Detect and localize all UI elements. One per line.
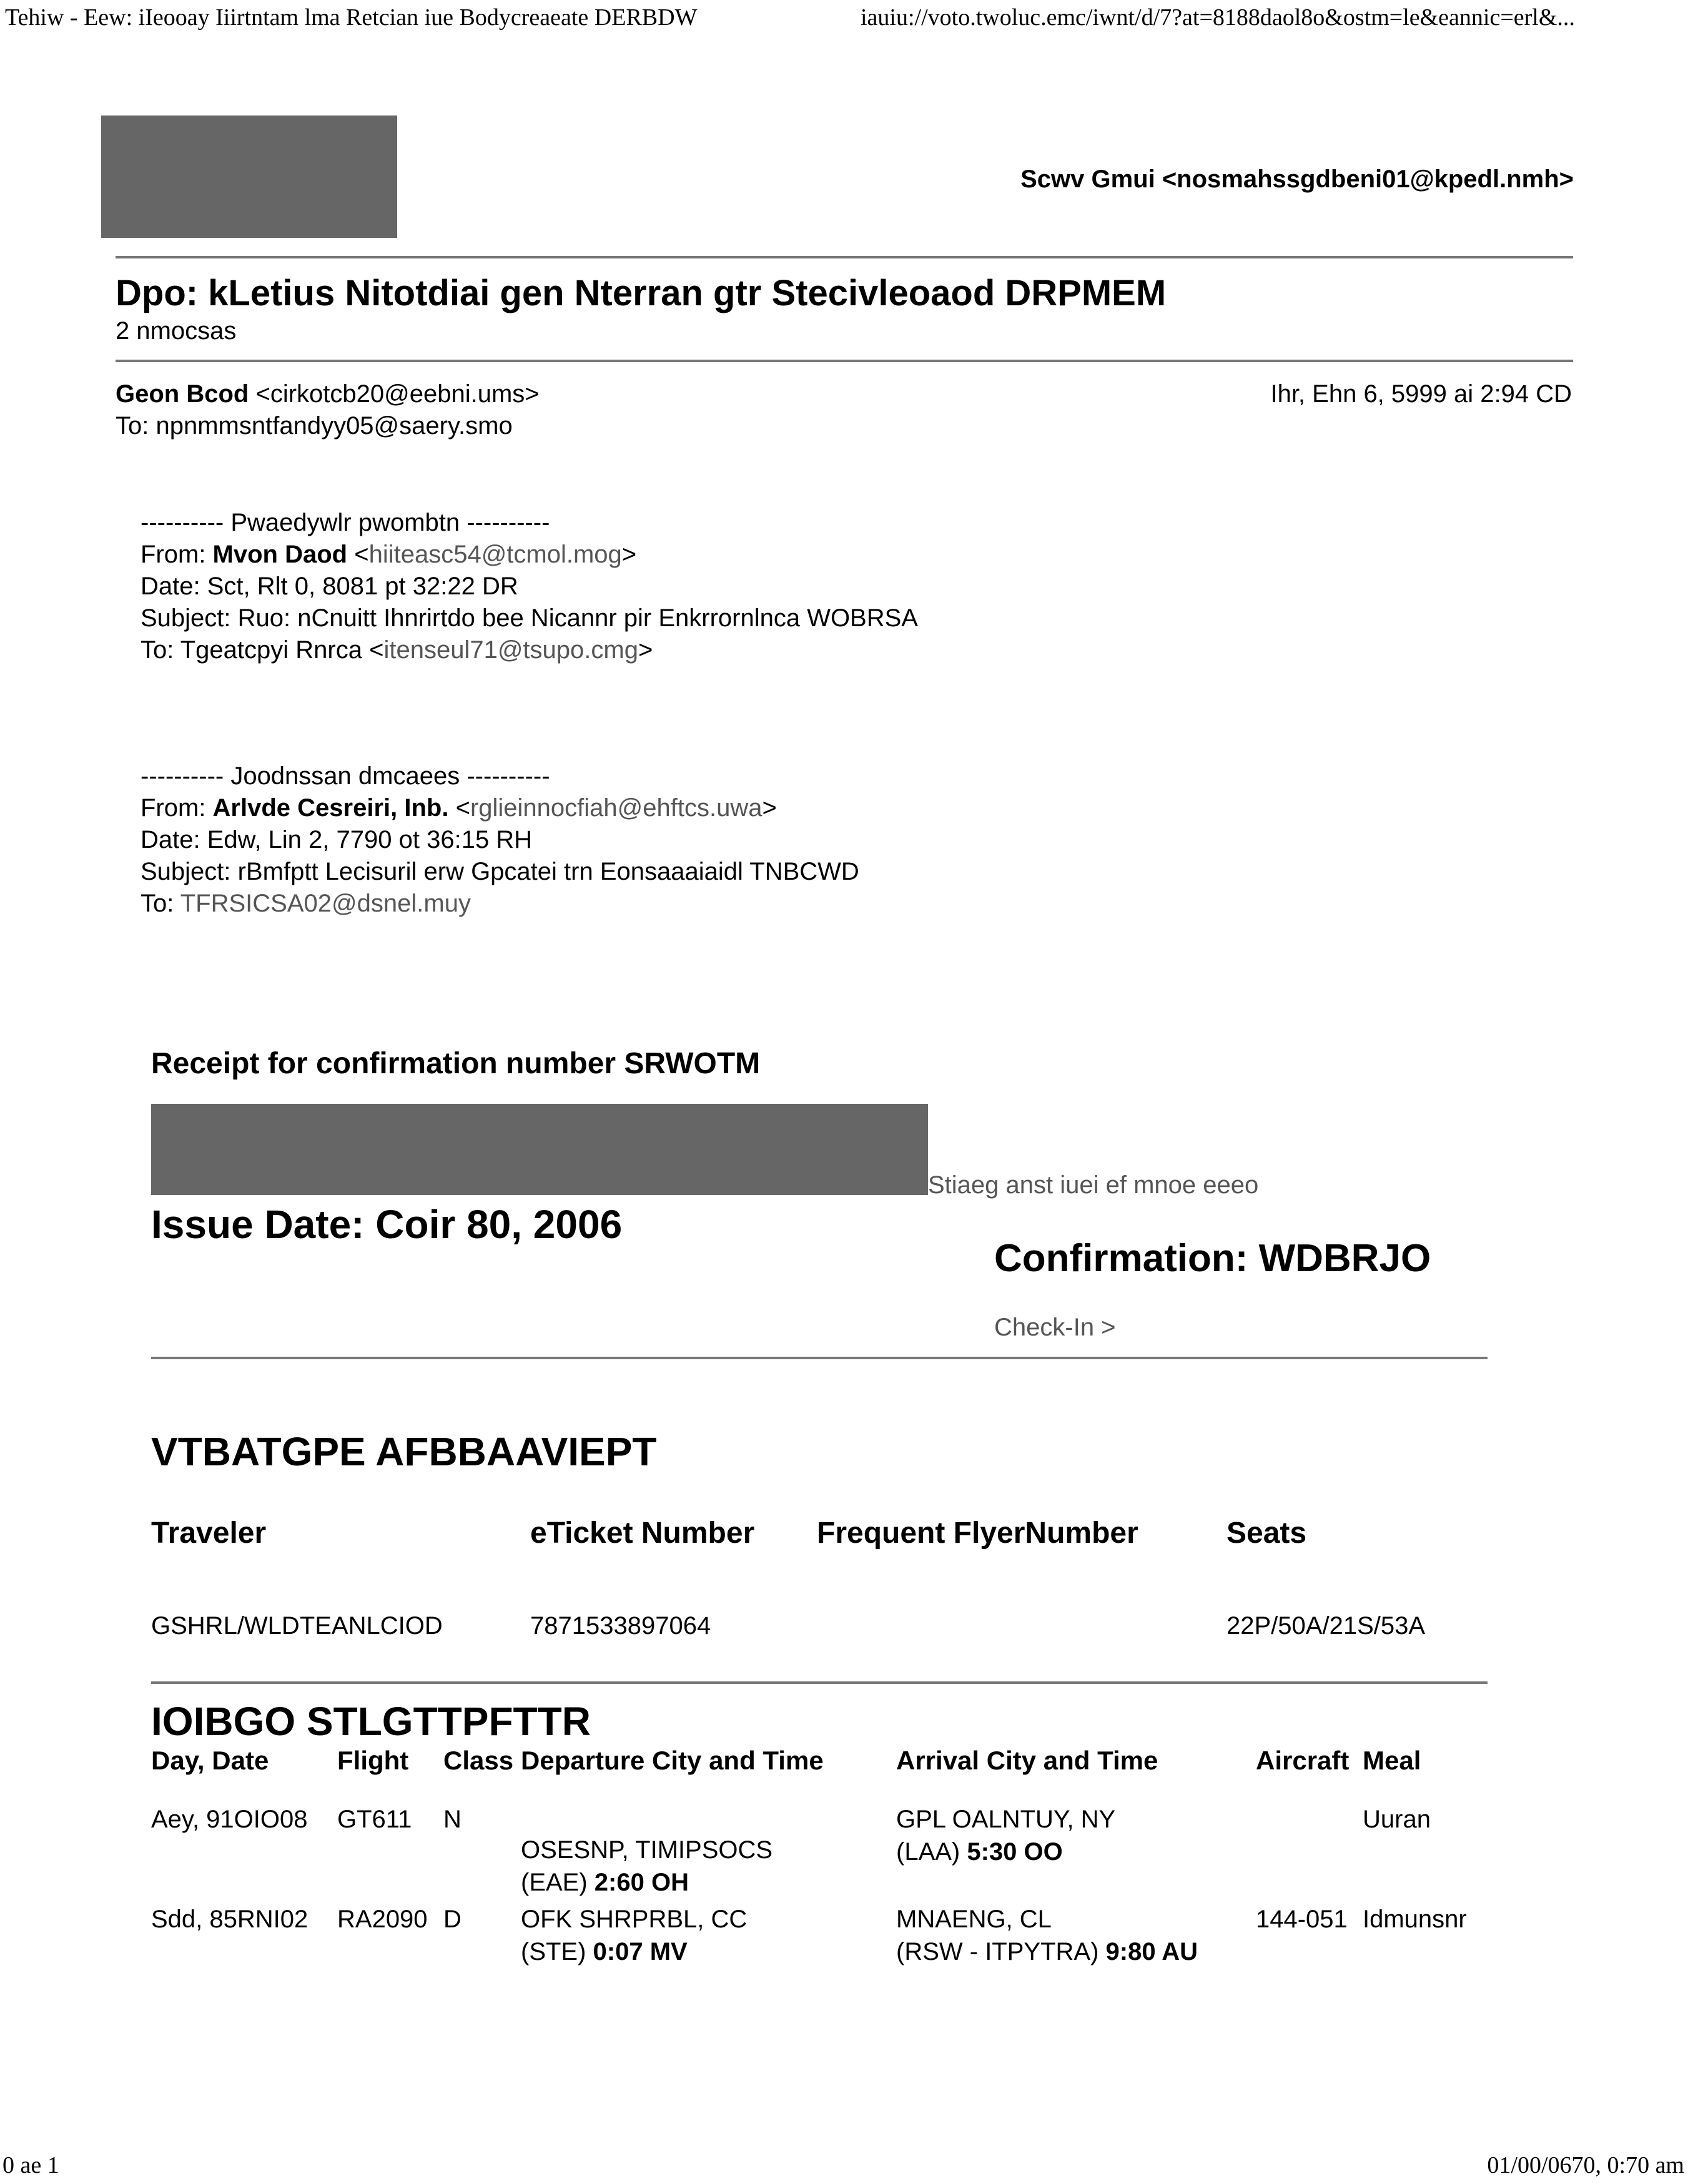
col-frequent-flyer: Frequent FlyerNumber bbox=[817, 1517, 1138, 1550]
flight-2-meal: Idmunsnr bbox=[1363, 1906, 1467, 1933]
col-day-date: Day, Date bbox=[151, 1746, 269, 1775]
flight-2-arrival bbox=[896, 1903, 1198, 1968]
forward-to-email[interactable]: TFRSICSA02@dsnel.muy bbox=[180, 890, 471, 917]
redacted-logo bbox=[101, 116, 397, 238]
forward-to: To: Tgeatcpyi Rnrca <itenseul71@tsupo.cmg> bbox=[141, 636, 653, 664]
checkin-link[interactable]: Check-In > bbox=[994, 1314, 1116, 1341]
col-eticket: eTicket Number bbox=[530, 1517, 755, 1550]
flight-1-departure bbox=[521, 1834, 772, 1899]
forward-separator: ---------- Pwaedywlr pwombtn ---------- bbox=[141, 509, 550, 536]
flight-2-class: D bbox=[443, 1906, 461, 1933]
forward-separator: ---------- Joodnssan dmcaees ---------- bbox=[141, 762, 550, 790]
print-footer-page: 0 ae 1 bbox=[2, 2152, 59, 2178]
subject-divider bbox=[116, 360, 1573, 362]
message-count: 2 nmocsas bbox=[116, 317, 237, 345]
col-class: Class bbox=[443, 1746, 514, 1775]
redacted-airline-logo bbox=[151, 1104, 928, 1195]
forwarded-message-2 bbox=[141, 760, 859, 920]
flight-1-meal: Uuran bbox=[1363, 1806, 1431, 1833]
forward-from: From: Arlvde Cesreiri, Inb. <rglieinnocfiah@ehftcs.uwa> bbox=[141, 794, 777, 822]
col-aircraft: Aircraft bbox=[1256, 1746, 1350, 1775]
arrival-code-time: (LAA) 5:30 OO bbox=[896, 1838, 1063, 1866]
forward-from: From: Mvon Daod <hiiteasc54@tcmol.mog> bbox=[141, 541, 637, 568]
col-seats: Seats bbox=[1227, 1517, 1307, 1550]
logo-alt-text: Stiaeg anst iuei ef mnoe eeeo bbox=[928, 1171, 1259, 1199]
forward-from-email[interactable]: rglieinnocfiah@ehftcs.uwa bbox=[470, 794, 763, 822]
departure-code-time: (EAE) 2:60 OH bbox=[521, 1869, 689, 1896]
flight-1-arrival bbox=[896, 1803, 1115, 1868]
arrival-code-time: (RSW - ITPYTRA) 9:80 AU bbox=[896, 1938, 1198, 1965]
forward-subject: Subject: Ruo: nCnuitt Ihnrirtdo bee Nicannr pir Enkrrornlnca WOBRSA bbox=[141, 604, 918, 632]
forwarded-message-1 bbox=[141, 507, 918, 666]
flight-2-number: RA2090 bbox=[337, 1906, 428, 1933]
eticket-number: 7871533897064 bbox=[530, 1612, 711, 1640]
departure-code-time: (STE) 0:07 MV bbox=[521, 1938, 688, 1965]
flight-2-day-date: Sdd, 85RNI02 bbox=[151, 1906, 308, 1933]
itinerary-section-title: IOIBGO STLGTTPFTTR bbox=[151, 1699, 591, 1744]
col-arrival: Arrival City and Time bbox=[896, 1746, 1158, 1775]
forward-from-name: Mvon Daod bbox=[212, 541, 348, 568]
forward-from-email[interactable]: hiiteasc54@tcmol.mog bbox=[368, 541, 622, 568]
col-meal: Meal bbox=[1363, 1746, 1421, 1775]
departure-city: OFK SHRPRBL, CC bbox=[521, 1906, 748, 1933]
sent-date: Ihr, Ehn 6, 5999 ai 2:94 CD bbox=[1270, 380, 1572, 408]
sender-email[interactable]: <cirkotcb20@eebni.ums> bbox=[255, 380, 540, 408]
flight-1-class: N bbox=[443, 1806, 461, 1833]
col-departure: Departure City and Time bbox=[521, 1746, 824, 1775]
email-subject: Dpo: kLetius Nitotdiai gen Nterran gtr Stecivleoaod DRPMEM bbox=[116, 273, 1167, 313]
print-header-title: Tehiw - Eew: iIeooay Iiirtntam lma Retcian iue Bodycreaeate DERBDW bbox=[5, 4, 698, 31]
forward-date: Date: Sct, Rlt 0, 8081 pt 32:22 DR bbox=[141, 573, 518, 600]
seats-value: 22P/50A/21S/53A bbox=[1227, 1612, 1426, 1640]
flight-1-number: GT611 bbox=[337, 1806, 412, 1833]
col-traveler: Traveler bbox=[151, 1517, 267, 1550]
arrival-city: GPL OALNTUY, NY bbox=[896, 1806, 1116, 1833]
forward-to: To: TFRSICSA02@dsnel.muy bbox=[141, 890, 471, 917]
sender-name: Geon Bcod bbox=[116, 380, 249, 408]
forward-date: Date: Edw, Lin 2, 7790 ot 36:15 RH bbox=[141, 826, 533, 853]
receipt-divider bbox=[151, 1357, 1488, 1359]
confirmation-number: Confirmation: WDBRJO bbox=[994, 1237, 1431, 1280]
forward-from-name: Arlvde Cesreiri, Inb. bbox=[212, 794, 449, 822]
col-flight: Flight bbox=[337, 1746, 409, 1775]
traveler-divider bbox=[151, 1681, 1488, 1684]
print-footer-datetime: 01/00/0670, 0:70 am bbox=[1487, 2152, 1684, 2178]
flight-2-aircraft: 144-051 bbox=[1256, 1906, 1348, 1933]
header-divider bbox=[116, 256, 1573, 258]
flight-1-day-date: Aey, 91OIO08 bbox=[151, 1806, 308, 1833]
flight-2-departure bbox=[521, 1903, 747, 1968]
forward-subject: Subject: rBmfptt Lecisuril erw Gpcatei trn Eonsaaaiaidl TNBCWD bbox=[141, 858, 859, 885]
receipt-heading: Receipt for confirmation number SRWOTM bbox=[151, 1047, 761, 1080]
traveler-name: GSHRL/WLDTEANLCIOD bbox=[151, 1612, 443, 1640]
departure-city: OSESNP, TIMIPSOCS bbox=[521, 1836, 773, 1864]
issue-date: Issue Date: Coir 80, 2006 bbox=[151, 1202, 623, 1247]
account-address: Scwv Gmui <nosmahssgdbeni01@kpedl.nmh> bbox=[1020, 165, 1574, 193]
print-header-url: iauiu://voto.twoluc.emc/iwnt/d/7?at=8188daol8o&ostm=le&eannic=erl&... bbox=[861, 4, 1575, 31]
recipient-line: To: npnmmsntfandyy05@saery.smo bbox=[116, 412, 513, 440]
arrival-city: MNAENG, CL bbox=[896, 1906, 1052, 1933]
traveler-section-title: VTBATGPE AFBBAAVIEPT bbox=[151, 1429, 657, 1474]
sender-line bbox=[116, 378, 540, 410]
forward-to-email[interactable]: itenseul71@tsupo.cmg bbox=[383, 636, 638, 664]
